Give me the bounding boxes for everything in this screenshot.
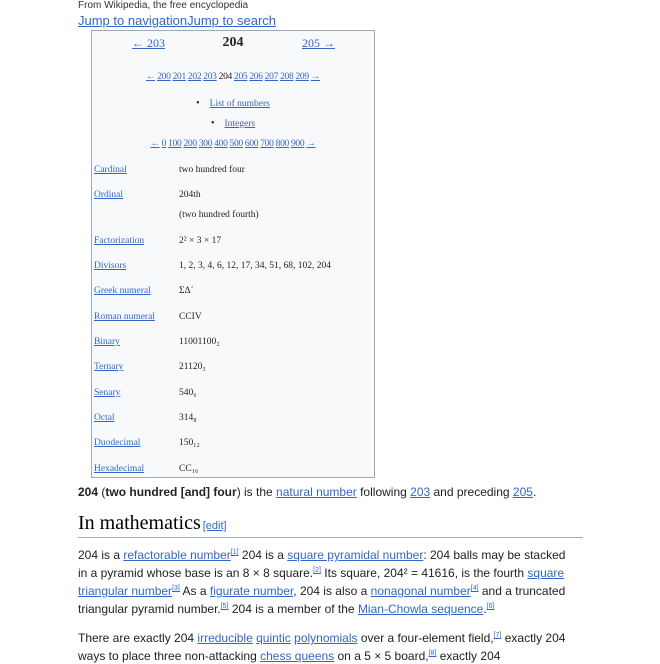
seq-link[interactable]: 206	[249, 72, 263, 82]
row-value: 150₁₂	[179, 438, 200, 448]
row-value: 540₆	[179, 388, 197, 398]
link-203[interactable]: 203	[410, 485, 431, 499]
integers-item	[92, 118, 374, 129]
number-infobox	[91, 30, 375, 478]
tagline: From Wikipedia, the free encyclopedia	[78, 0, 249, 11]
row-value: 204th	[179, 190, 201, 200]
seq-link[interactable]: ←	[150, 139, 160, 149]
para-text: over a four-element field,	[357, 631, 494, 645]
seq-link[interactable]: 209	[295, 72, 309, 82]
polynomials-link[interactable]: polynomials	[294, 631, 358, 645]
seq-link[interactable]: 800	[275, 139, 289, 149]
seq-link[interactable]: 400	[214, 139, 228, 149]
citation-1[interactable]: [1]	[230, 549, 239, 556]
lead-bold-number: 204	[78, 485, 99, 499]
row-label[interactable]: Ordinal	[94, 190, 124, 200]
row-value: 11001100₂	[179, 337, 220, 347]
seq-link[interactable]: 600	[244, 139, 259, 149]
para-text: exactly 204	[436, 649, 501, 663]
list-of-numbers-item	[92, 98, 374, 109]
infobox-title: 204	[222, 35, 244, 50]
seq-link[interactable]: 201	[172, 72, 186, 82]
para-text: 204 is a	[238, 548, 288, 562]
para-text: on a 5 × 5 board,	[334, 649, 429, 663]
section-heading-mathematics	[78, 512, 583, 538]
seq-link[interactable]: 700	[260, 139, 274, 149]
seq-link[interactable]: 208	[280, 72, 294, 82]
para-text: 204 is a member of the	[228, 602, 358, 616]
row-label[interactable]: Octal	[94, 413, 115, 423]
jump-links	[78, 13, 276, 28]
para-text: , 204 is also a	[293, 584, 371, 598]
lead-bold-words: two hundred [and] four	[105, 485, 237, 499]
row-label[interactable]: Duodecimal	[94, 438, 141, 448]
seq-link[interactable]: 0	[161, 139, 167, 149]
row-label[interactable]: Senary	[94, 388, 121, 398]
para-text: As a	[179, 584, 210, 598]
row-value: 21120₃	[179, 362, 206, 372]
para-text: and a truncated triangular pyramid number.	[78, 584, 566, 616]
integers-link[interactable]: Integers	[224, 119, 256, 129]
seq-link[interactable]: →	[310, 72, 320, 82]
seq-link[interactable]: 207	[264, 72, 279, 82]
row-label[interactable]: Divisors	[94, 261, 127, 271]
edit-section-link[interactable]: [edit]	[202, 520, 227, 532]
seq-link[interactable]: 205	[234, 72, 248, 82]
bullet-icon: •	[196, 98, 200, 109]
seq-link[interactable]: 100	[168, 139, 182, 149]
seq-link[interactable]: 300	[198, 139, 213, 149]
row-label[interactable]: Factorization	[94, 236, 145, 246]
figurate-number-link[interactable]: figurate number	[209, 584, 294, 598]
nonagonal-number-link[interactable]: nonagonal number	[370, 584, 471, 598]
seq-link[interactable]: ←	[146, 72, 156, 82]
seq-link[interactable]: 500	[229, 139, 243, 149]
section-title: In mathematics	[78, 512, 201, 534]
citation-6[interactable]: [6]	[486, 603, 495, 610]
row-value: (two hundred fourth)	[179, 210, 259, 220]
row-label[interactable]: Ternary	[94, 362, 124, 372]
row-label[interactable]: Hexadecimal	[94, 464, 145, 474]
sequence-nav-hundreds	[92, 139, 374, 149]
jump-to-navigation-link[interactable]: Jump to navigation	[78, 13, 188, 28]
row-value: 2² × 3 × 17	[179, 236, 222, 246]
chess-queens-link[interactable]: chess queens	[260, 649, 335, 663]
jump-to-search-link[interactable]: Jump to search	[187, 13, 276, 28]
citation-8[interactable]: [8]	[428, 650, 437, 657]
lead-text: ) is the	[236, 485, 277, 499]
list-of-numbers-link[interactable]: List of numbers	[209, 99, 270, 109]
row-label[interactable]: Greek numeral	[94, 286, 151, 296]
quintic-link[interactable]: quintic	[256, 631, 291, 645]
irreducible-link[interactable]: irreducible	[197, 631, 253, 645]
link-205[interactable]: 205	[512, 485, 533, 499]
seq-link[interactable]: 200	[183, 139, 197, 149]
lead-text: following	[356, 485, 411, 499]
next-number-link[interactable]: 205 →	[302, 36, 335, 50]
citation-3[interactable]: [3]	[172, 585, 180, 592]
para-text: 204 is a	[78, 548, 124, 562]
row-value: 314₈	[179, 413, 197, 423]
seq-link[interactable]: 900	[290, 139, 305, 149]
para-text: : 204 balls may be stacked in a pyramid whose base is an 8 × 8 square.	[78, 548, 566, 580]
row-value: 1, 2, 3, 4, 6, 12, 17, 34, 51, 68, 102, 204	[179, 261, 331, 271]
row-value: CC₁₆	[179, 464, 199, 474]
row-value: two hundred four	[179, 165, 245, 175]
lead-paragraph	[78, 485, 638, 499]
seq-link[interactable]: →	[306, 139, 316, 149]
infobox-header	[92, 31, 374, 55]
seq-link[interactable]: 203	[203, 72, 217, 82]
row-label[interactable]: Roman numeral	[94, 312, 155, 322]
prev-number-link[interactable]: ← 203	[132, 36, 165, 50]
refactorable-number-link[interactable]: refactorable number	[123, 548, 231, 562]
square-pyramidal-number-link[interactable]: square pyramidal number	[287, 548, 424, 562]
citation-5[interactable]: [5]	[220, 603, 229, 610]
mathematics-paragraph-1	[78, 545, 578, 617]
seq-current: 204	[218, 72, 232, 82]
para-text: Its square, 204² = 41616, is the fourth	[320, 566, 528, 580]
natural-number-link[interactable]: natural number	[276, 485, 357, 499]
lead-text: .	[532, 485, 537, 499]
mian-chowla-sequence-link[interactable]: Mian-Chowla sequence	[357, 602, 484, 616]
seq-link[interactable]: 200	[157, 72, 171, 82]
seq-link[interactable]: 202	[187, 72, 202, 82]
citation-4[interactable]: [4]	[470, 585, 479, 592]
para-text: .	[483, 602, 487, 616]
mathematics-paragraph-2	[78, 628, 578, 664]
sequence-nav-units	[92, 72, 374, 82]
citation-7[interactable]: [7]	[493, 632, 502, 639]
row-label[interactable]: Binary	[94, 337, 120, 347]
row-label[interactable]: Cardinal	[94, 165, 127, 175]
square-triangular-number-link[interactable]: square triangular number	[78, 566, 565, 598]
bullet-icon: •	[210, 118, 215, 129]
lead-text: (	[98, 485, 106, 499]
citation-2[interactable]: [2]	[313, 567, 321, 574]
para-text: exactly 204 ways to place three non-attacking	[78, 631, 566, 663]
row-value: CCIV	[179, 312, 202, 322]
row-value: ΣΔ´	[179, 286, 194, 296]
para-text: There are exactly 204	[78, 631, 198, 645]
lead-text: and preceding	[430, 485, 513, 499]
